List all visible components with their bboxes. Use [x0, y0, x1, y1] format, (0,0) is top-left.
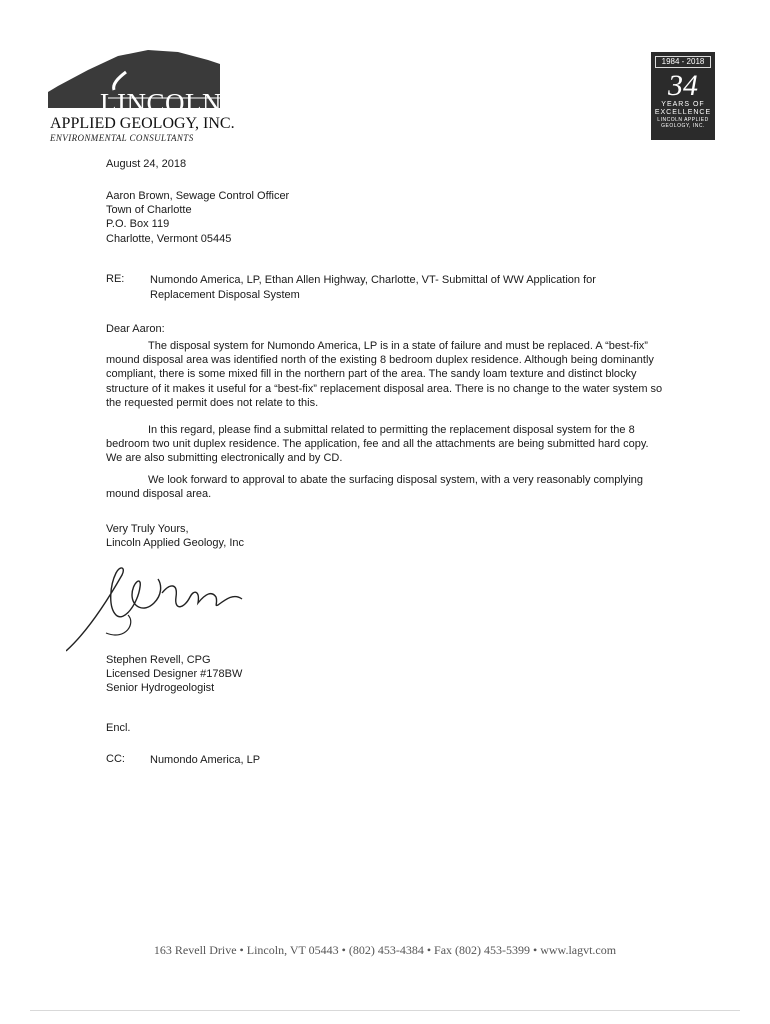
anniversary-badge [651, 52, 715, 140]
badge-line-1: YEARS OF [661, 101, 705, 108]
handwritten-signature-icon [66, 563, 286, 653]
badge-line-4: GEOLOGY, INC. [661, 123, 705, 129]
cc-label: CC: [106, 753, 125, 765]
cc-recipient: Numondo America, LP [150, 754, 261, 766]
closing-block [106, 522, 666, 550]
signer-block [106, 653, 666, 696]
company-tagline: ENVIRONMENTAL CONSULTANTS [50, 133, 194, 143]
badge-number: 34 [668, 69, 698, 102]
closing: Very Truly Yours, [106, 523, 189, 535]
salutation: Dear Aaron: [106, 323, 165, 335]
recipient-block [106, 189, 666, 246]
signer-name: Stephen Revell, CPG [106, 654, 211, 666]
recipient-line: Aaron Brown, Sewage Control Officer [106, 190, 290, 202]
signer-license: Licensed Designer #178BW [106, 668, 243, 681]
badge-line-2: EXCELLENCE [654, 109, 712, 116]
recipient-line: Town of Charlotte [106, 204, 192, 217]
re-subject: Numondo America, LP, Ethan Allen Highway, Charlotte, VT- Submittal of WW Application for Replacement Disposal System [150, 274, 596, 301]
re-label: RE: [106, 273, 125, 285]
company-logo [48, 48, 248, 148]
bottom-rule [30, 1010, 740, 1011]
company-name: LINCOLN [100, 88, 222, 118]
paragraph-1: The disposal system for Numondo America, LP is in a state of failure and must be replaced. A “best-fix” mound disposal area was identified north of the existing 8 bedroom duplex residence. Although being dominantly compliant, there is some mixed fill in the northern part of the area. The sandy loam texture and distinct blocky structure of it makes it useful for a “best-fix” replacement disposal area. There is no change to the water system so the requested permit does not relate to this. [106, 340, 663, 409]
enclosure: Encl. [106, 722, 131, 734]
signer-title: Senior Hydrogeologist [106, 682, 215, 695]
recipient-line: Charlotte, Vermont 05445 [106, 232, 232, 245]
recipient-line: P.O. Box 119 [106, 218, 170, 231]
footer-address: 163 Revell Drive • Lincoln, VT 05443 • (802) 453-4384 • Fax (802) 453-5399 • www.lagvt.com [153, 943, 617, 957]
signature [66, 563, 286, 658]
badge-years-range: 1984 - 2018 [655, 56, 711, 68]
company-subtitle: APPLIED GEOLOGY, INC. [50, 115, 235, 132]
paragraph-3: We look forward to approval to abate the surfacing disposal system, with a very reasonably complying mound disposal area. [106, 474, 644, 501]
paragraph-2: In this regard, please find a submittal related to permitting the replacement disposal system for the 8 bedroom two unit duplex residence. The application, fee and all the attachments are being submitted hard copy. We are also submitting electronically and by CD. [106, 424, 649, 465]
closing-company: Lincoln Applied Geology, Inc [106, 537, 244, 550]
badge-line-3: LINCOLN APPLIED [657, 117, 709, 123]
letter-date: August 24, 2018 [106, 158, 187, 170]
